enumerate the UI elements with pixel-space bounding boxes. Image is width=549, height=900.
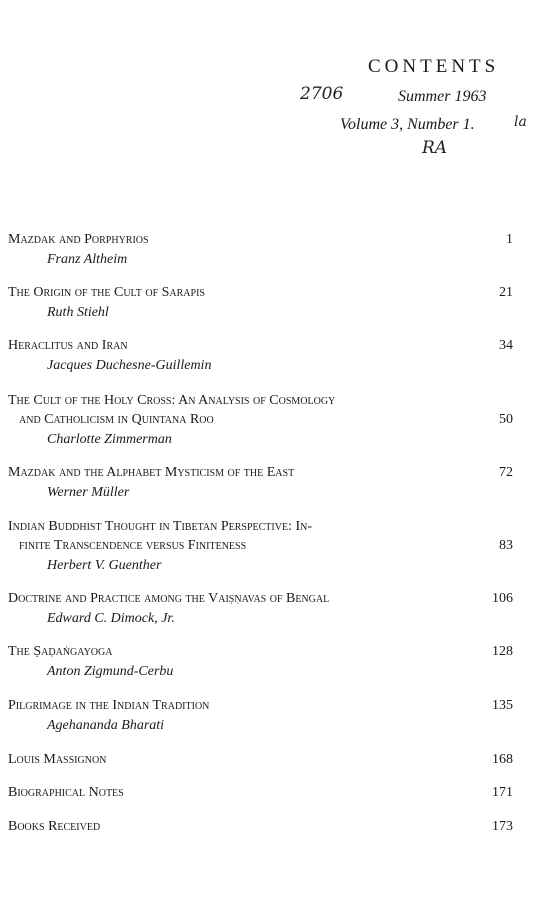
entry-author: Ruth Stiehl [47, 305, 109, 320]
entry-title: Mazdak and the Alphabet Mysticism of the East [8, 465, 295, 480]
entry-page-number: 128 [492, 644, 513, 659]
entry-title: Indian Buddhist Thought in Tibetan Perspective: In- [8, 519, 312, 534]
entry-title: The Cult of the Holy Cross: An Analysis of Cosmology [8, 393, 336, 408]
contents-header [0, 0, 549, 180]
entry-title: Pilgrimage in the Indian Tradition [8, 698, 210, 713]
entry-title-continued: finite Transcendence versus Finiteness [19, 538, 247, 553]
entry-page-number: 83 [499, 538, 513, 553]
issue-date: Summer 1963 [398, 88, 487, 105]
entry-page-number: 173 [492, 819, 513, 834]
entry-title: Louis Massignon [8, 752, 107, 767]
handwritten-note-initials: RA [422, 138, 448, 158]
entry-author: Edward C. Dimock, Jr. [47, 611, 175, 626]
entry-author: Jacques Duchesne-Guillemin [47, 358, 212, 373]
handwritten-note-number: 2706 [300, 84, 344, 104]
entry-title: The Ṣaḍaṅgayoga [8, 644, 113, 659]
entry-author: Anton Zigmund-Cerbu [47, 664, 174, 679]
entry-title: Biographical Notes [8, 785, 124, 800]
entry-page-number: 34 [499, 338, 513, 353]
entry-author: Charlotte Zimmerman [47, 432, 172, 447]
entry-title: Doctrine and Practice among the Vaiṣṇavas of Bengal [8, 591, 330, 606]
entry-author: Herbert V. Guenther [47, 558, 162, 573]
entry-author: Werner Müller [47, 485, 130, 500]
entry-page-number: 168 [492, 752, 513, 767]
entry-title: Books Received [8, 819, 101, 834]
entry-page-number: 135 [492, 698, 513, 713]
entry-author: Franz Altheim [47, 252, 128, 267]
entry-page-number: 21 [499, 285, 513, 300]
contents-title: CONTENTS [368, 56, 500, 77]
entry-title: The Origin of the Cult of Sarapis [8, 285, 205, 300]
entry-page-number: 171 [492, 785, 513, 800]
entry-title-continued: and Catholicism in Quintana Roo [19, 412, 214, 427]
entry-page-number: 1 [506, 232, 513, 247]
entry-page-number: 106 [492, 591, 513, 606]
entry-page-number: 50 [499, 412, 513, 427]
handwritten-note-suffix: la [514, 114, 527, 130]
entry-title: Mazdak and Porphyrios [8, 232, 149, 247]
entry-title: Heraclitus and Iran [8, 338, 128, 353]
volume-number: Volume 3, Number 1. [340, 116, 475, 133]
entry-author: Agehananda Bharati [47, 718, 165, 733]
entry-page-number: 72 [499, 465, 513, 480]
